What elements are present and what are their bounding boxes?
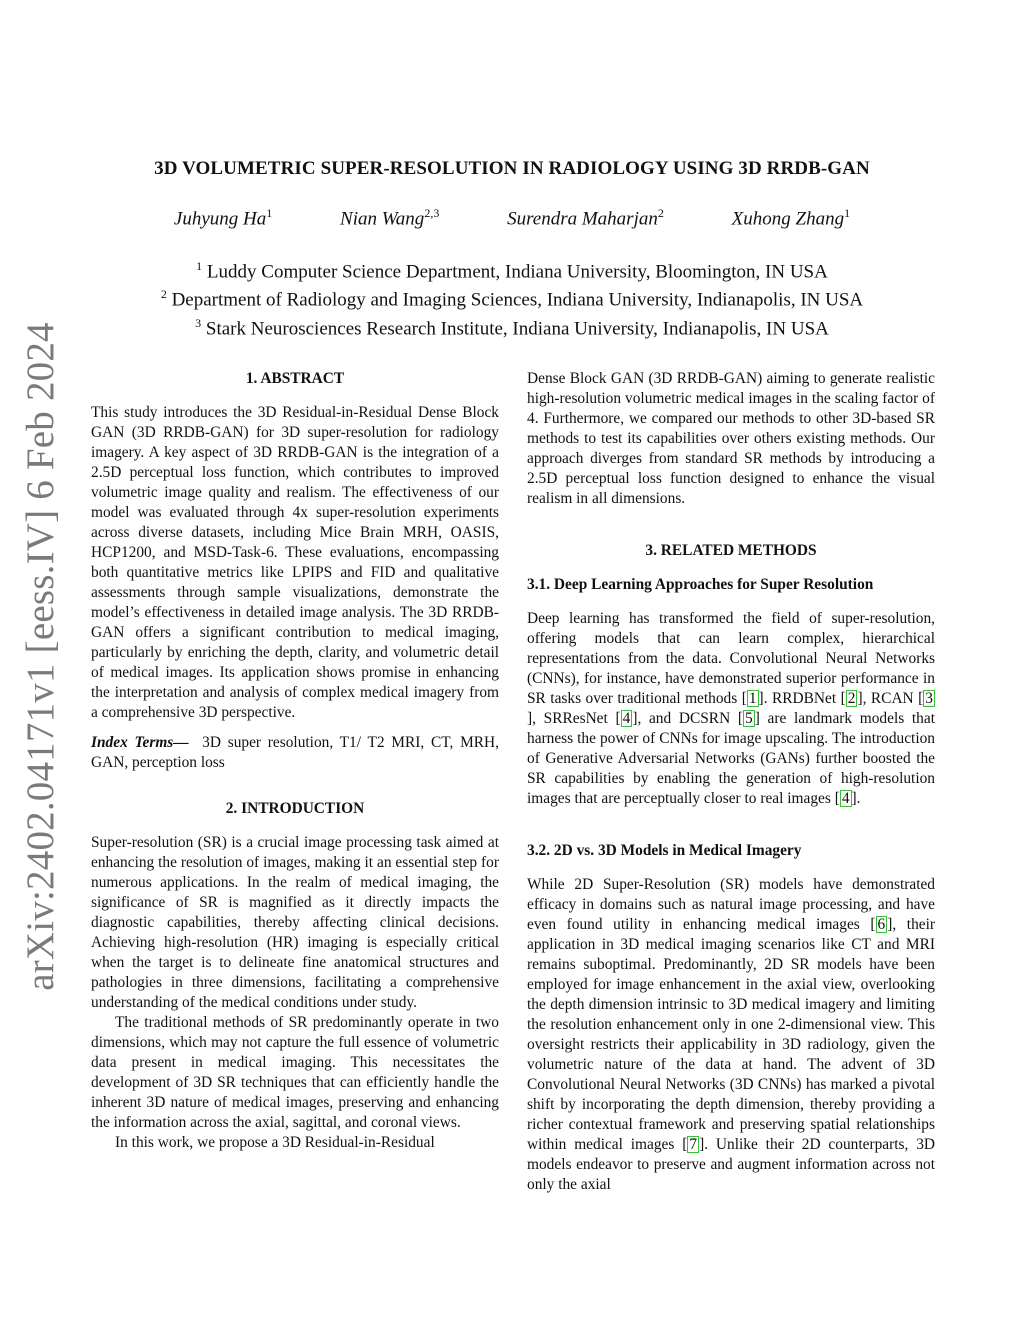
citation-link[interactable]: 4 <box>841 790 850 807</box>
index-terms: Index Terms— 3D super resolution, T1/ T2 MRI, CT, MRH, GAN, perception loss <box>91 734 499 771</box>
intro-paragraph-2: The traditional methods of SR predominantly operate in two dimensions, which may not capture the full essence of volumetric data present in medical imaging. This necessitates the development of 3D SR techniques that can efficiently handle the inherent 3D nature of medical images, preserving and enhancing the information across the axial, sagittal, and coronal views. <box>91 1014 499 1131</box>
section-heading-related-methods: 3. RELATED METHODS <box>645 542 817 559</box>
citation-link[interactable]: 6 <box>877 916 886 933</box>
intro-paragraph-1: Super-resolution (SR) is a crucial image processing task aimed at enhancing the resolution of images, making it an essential step for numerous applications. In the realm of medical imaging, the significance of SR is magnified as it directly impacts the diagnostic capabilities, thereby affecting clinical decisions. Achieving high-resolution (HR) imaging is especially critical when the target is to delineate fine anatomical structures and pathologies in three dimensions, facilitating a comprehensive understanding of the medical conditions under study. <box>91 834 499 1011</box>
subsection-heading-3-1: 3.1. Deep Learning Approaches for Super Resolution <box>527 576 874 593</box>
arxiv-id[interactable]: arXiv:2402.04171v1 [eess.IV] 6 Feb 2024 <box>18 321 62 991</box>
abstract-paragraph: This study introduces the 3D Residual-in-Residual Dense Block GAN (3D RRDB-GAN) for 3D super-resolution for radiology imagery. A key aspect of 3D RRDB-GAN is the integration of a 2.5D perceptual loss function, which contributes to improved volumetric image quality and realism. The effectiveness of our model was evaluated through 4x super-resolution experiments across diverse datasets, including Mice Brain MRH, OASIS, HCP1200, and MSD-Task-6. These evaluations, encompassing both quantitative metrics like LPIPS and FID and qualitative assessments through sample visualizations, demonstrate the model’s effectiveness in detailed image analysis. The 3D RRDB-GAN offers a significant contribution to medical imaging, particularly by enriching the depth, clarity, and volumetric detail of medical images. Its application shows promise in enhancing the interpretation and analysis of complex medical imagery from a comprehensive 3D perspective. <box>91 404 499 721</box>
citation-link[interactable]: 1 <box>748 690 757 707</box>
citation-link[interactable]: 5 <box>745 710 753 727</box>
index-terms-label: Index Terms— <box>91 734 189 751</box>
author: Xuhong Zhang$^1$ <box>731 206 851 230</box>
author-list <box>140 206 884 230</box>
intro-paragraph-3-continued: Dense Block GAN (3D RRDB-GAN) aiming to generate realistic high-resolution volumetric medical images in the scaling factor of 4. Furthermore, we compared our methods to other 3D-based SR methods to test its capabilities over others existing methods. Our approach diverges from standard SR methods by introducing a 2.5D perceptual loss function designed to enhance the visual realism in all dimensions. <box>527 370 935 507</box>
author: Juhyung Ha$^1$ <box>173 206 273 230</box>
affiliation: $^3$ Stark Neurosciences Research Institute, Indiana University, Indianapolis, IN USA <box>195 315 829 339</box>
affiliation: $^1$ Luddy Computer Science Department, Indiana University, Bloomington, IN USA <box>196 259 828 283</box>
citation-link[interactable]: 7 <box>689 1136 698 1153</box>
section-heading-introduction: 2. INTRODUCTION <box>225 800 365 817</box>
subsection-heading-3-2: 3.2. 2D vs. 3D Models in Medical Imagery <box>527 842 802 859</box>
citation-link[interactable]: 4 <box>622 710 631 727</box>
author: Surendra Maharjan$^2$ <box>507 206 664 230</box>
affiliation: $^2$ Department of Radiology and Imaging Sciences, Indiana University, Indianapolis, IN USA <box>160 287 864 311</box>
affiliation-list <box>0 255 1024 340</box>
section-heading-abstract: 1. ABSTRACT <box>245 370 345 387</box>
arxiv-sidebar-stamp <box>18 321 62 991</box>
left-column <box>91 369 499 1153</box>
author: Nian Wang$^{2,3}$ <box>340 206 440 230</box>
intro-paragraph-3: In this work, we propose a 3D Residual-in-Residual <box>115 1134 435 1151</box>
right-column <box>527 369 935 1195</box>
citation-link[interactable]: 3 <box>925 690 933 707</box>
related-3-1-paragraph: Deep learning has transformed the field of super-resolution, offering models that can learn complex, hierarchical representations from the data. Convolutional Neural Networks (CNNs), for instance, have demonstrated superior performance in SR tasks over traditional methods [ 1 ]. RRDBNet [ 2 ], RCAN [ 3], SRResNet [ 4 ], and DCSRN [ 5 ] are landmark models that harness the power of CNNs for image upscaling. The introduction of Generative Adversarial Networks (GANs) further boosted the SR capabilities by enabling the generation of high-resolution images that are perceptually closer to real images [ 4 ]. <box>527 610 935 807</box>
paper-title: 3D VOLUMETRIC SUPER-RESOLUTION IN RADIOLOGY USING 3D RRDB-GAN <box>154 158 870 179</box>
related-3-2-paragraph: While 2D Super-Resolution (SR) models have demonstrated efficacy in domains such as natural image processing, and have even found utility in enhancing medical images [ 6 ], their application in 3D medical imaging scenarios like CT and MRI remains suboptimal. Predominantly, 2D SR models have been employed for image enhancement in the axial view, overlooking the depth dimension intrinsic to 3D medical imagery and limiting the resolution enhancement only in one 2-dimensional view. This oversight restricts their applicability in 3D radiology, given the volumetric nature of the data at hand. The advent of 3D Convolutional Neural Networks (3D CNNs) has marked a pivotal shift by incorporating the depth dimension, thereby providing a richer contextual framework and preserving spatial relationships within medical images [ 7 ]. Unlike their 2D counterparts, 3D models endeavor to preserve and augment information across not only the axial <box>527 876 935 1193</box>
citation-link[interactable]: 2 <box>847 690 856 707</box>
